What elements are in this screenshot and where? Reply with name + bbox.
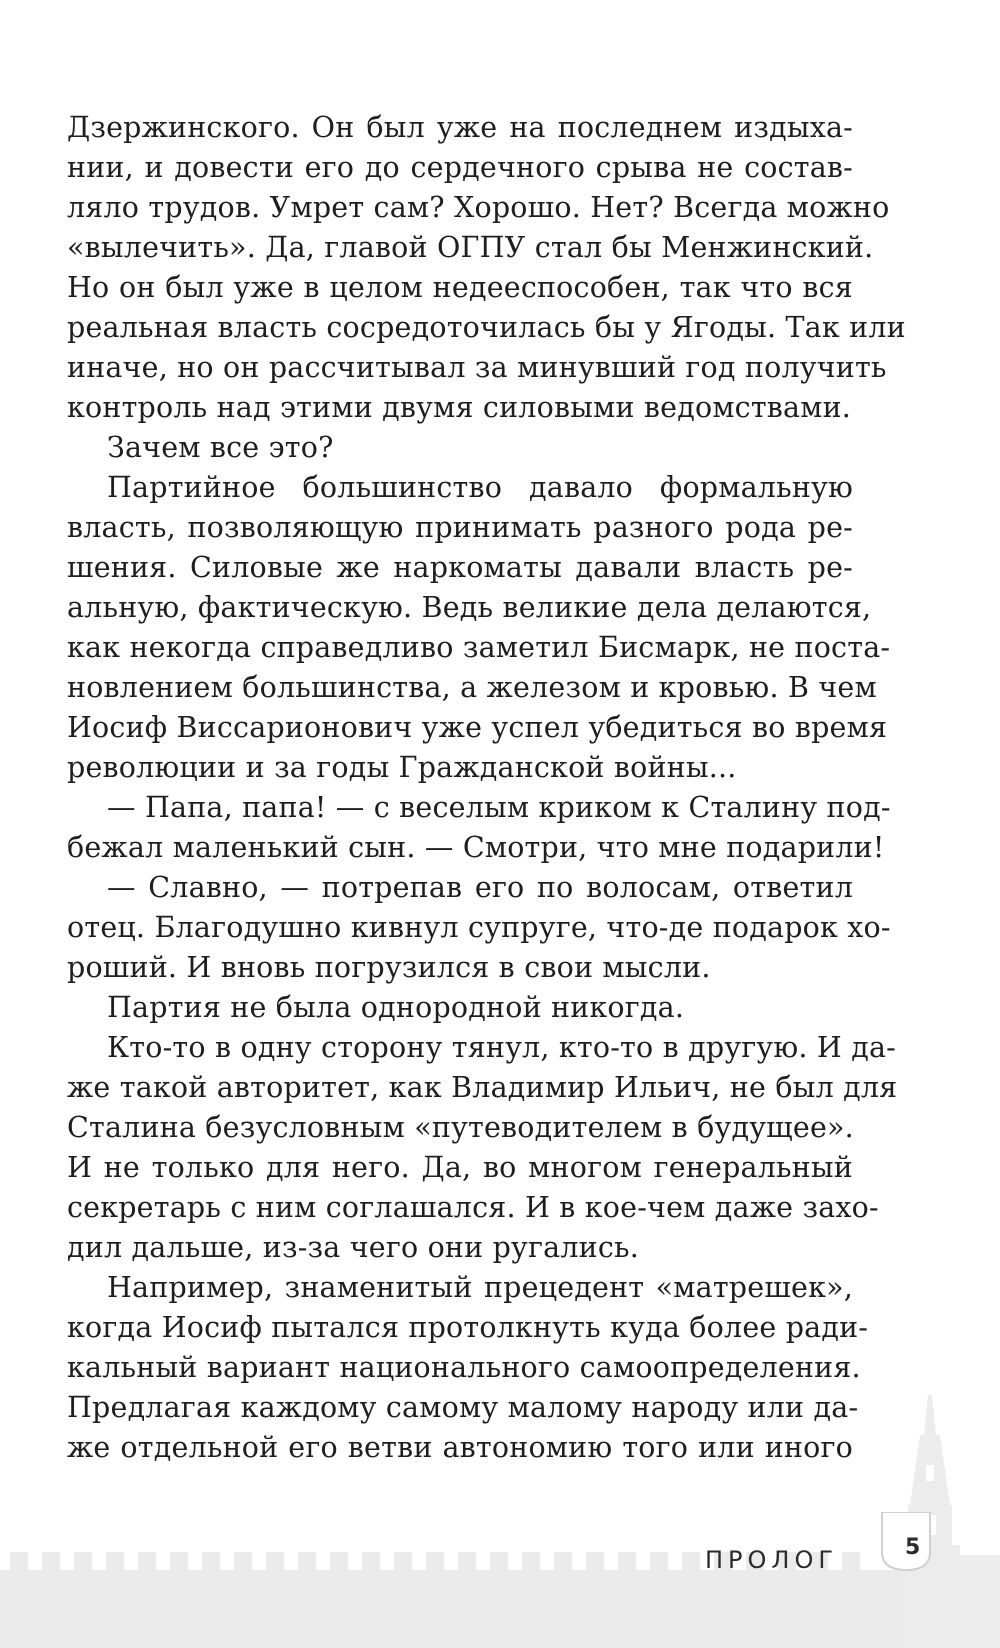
text-line: нии, и довести его до сердечного срыва не состав- (67, 151, 853, 184)
text-line: же такой авторитет, как Владимир Ильич, не был для (67, 1071, 898, 1104)
text-line: «вылечить». Да, главой ОГПУ стал бы Менжинский. (67, 231, 874, 264)
wall-merlon (426, 1552, 444, 1572)
text-line: же отдельной его ветви автономию того или иного (67, 1431, 853, 1464)
running-head: ПРОЛОГ (705, 1546, 838, 1574)
wall-merlon (586, 1552, 604, 1572)
wall-merlon (650, 1552, 668, 1572)
wall-merlon (106, 1552, 124, 1572)
wall-merlon (330, 1552, 348, 1572)
text-line: И не только для него. Да, во многом генеральный (67, 1151, 853, 1184)
text-line: Кто-то в одну сторону тянул, кто-то в другую. И да- (107, 1031, 897, 1064)
text-line: Зачем все это? (107, 431, 334, 464)
text-line: — Славно, — потрепав его по волосам, ответил (107, 871, 853, 904)
text-line: отец. Благодушно кивнул супруге, что-де подарок хо- (67, 911, 891, 944)
text-line: контроль над этими двумя силовыми ведомствами. (67, 391, 852, 424)
wall-merlon (362, 1552, 380, 1572)
text-line: как некогда справедливо заметил Бисмарк, не поста- (67, 631, 891, 664)
text-line: Дзержинского. Он был уже на последнем издыха- (67, 111, 853, 144)
text-line: Иосиф Виссарионович уже успел убедиться во время (67, 711, 888, 744)
text-line: Сталина безусловным «путеводителем в будущее». (67, 1111, 854, 1144)
wall-merlon (298, 1552, 316, 1572)
wall-merlon (682, 1552, 700, 1572)
text-line: Но он был уже в целом недееспособен, так что вся (67, 271, 853, 304)
text-line: Предлагая каждому самому малому народу или да- (67, 1391, 859, 1424)
wall-merlon (490, 1552, 508, 1572)
text-line: новлением большинства, а железом и кровью. В чем (67, 671, 877, 704)
wall-merlon (138, 1552, 156, 1572)
wall-merlon (202, 1552, 220, 1572)
text-line: — Папа, папа! — с веселым криком к Сталину под- (107, 791, 891, 824)
wall-merlon (522, 1552, 540, 1572)
wall-merlon (266, 1552, 284, 1572)
text-line: бежал маленький сын. — Смотри, что мне подарили! (67, 831, 885, 864)
text-line: ляло трудов. Умрет сам? Хорошо. Нет? Всегда можно (67, 191, 890, 224)
wall-merlon (170, 1552, 188, 1572)
text-line: революции и за годы Гражданской войны... (67, 751, 737, 784)
wall-merlon (394, 1552, 412, 1572)
page-number: 5 (905, 1535, 921, 1560)
text-line: дил дальше, из-за чего они ругались. (67, 1231, 639, 1264)
text-line: кальный вариант национального самоопределения. (67, 1351, 861, 1384)
wall-merlon (234, 1552, 252, 1572)
text-line: реальная власть сосредоточилась бы у Ягоды. Так или (67, 311, 906, 344)
text-line: иначе, но он рассчитывал за минувший год получить (67, 351, 887, 384)
wall-merlon (42, 1552, 60, 1572)
wall-merlon (554, 1552, 572, 1572)
wall-merlon (618, 1552, 636, 1572)
text-line: роший. И вновь погрузился в свои мысли. (67, 951, 711, 984)
text-line: Партийное большинство давало формальную (107, 471, 853, 504)
kremlin-wall-decoration (0, 1548, 1000, 1648)
text-body (67, 108, 906, 1468)
text-line: Партия не была однородной никогда. (107, 991, 685, 1024)
text-line: шения. Силовые же наркоматы давали власть ре- (67, 551, 853, 584)
text-line: альную, фактическую. Ведь великие дела делаются, (67, 591, 872, 624)
wall-merlon (458, 1552, 476, 1572)
text-line: когда Иосиф пытался протолкнуть куда более ради- (67, 1311, 869, 1344)
text-line: секретарь с ним соглашался. И в кое-чем даже захо- (67, 1191, 879, 1224)
text-line: власть, позволяющую принимать разного рода ре- (67, 511, 853, 544)
wall-merlon (842, 1552, 860, 1572)
wall-merlon (74, 1552, 92, 1572)
wall-merlon (10, 1552, 28, 1572)
text-line: Например, знаменитый прецедент «матрешек», (107, 1271, 853, 1304)
